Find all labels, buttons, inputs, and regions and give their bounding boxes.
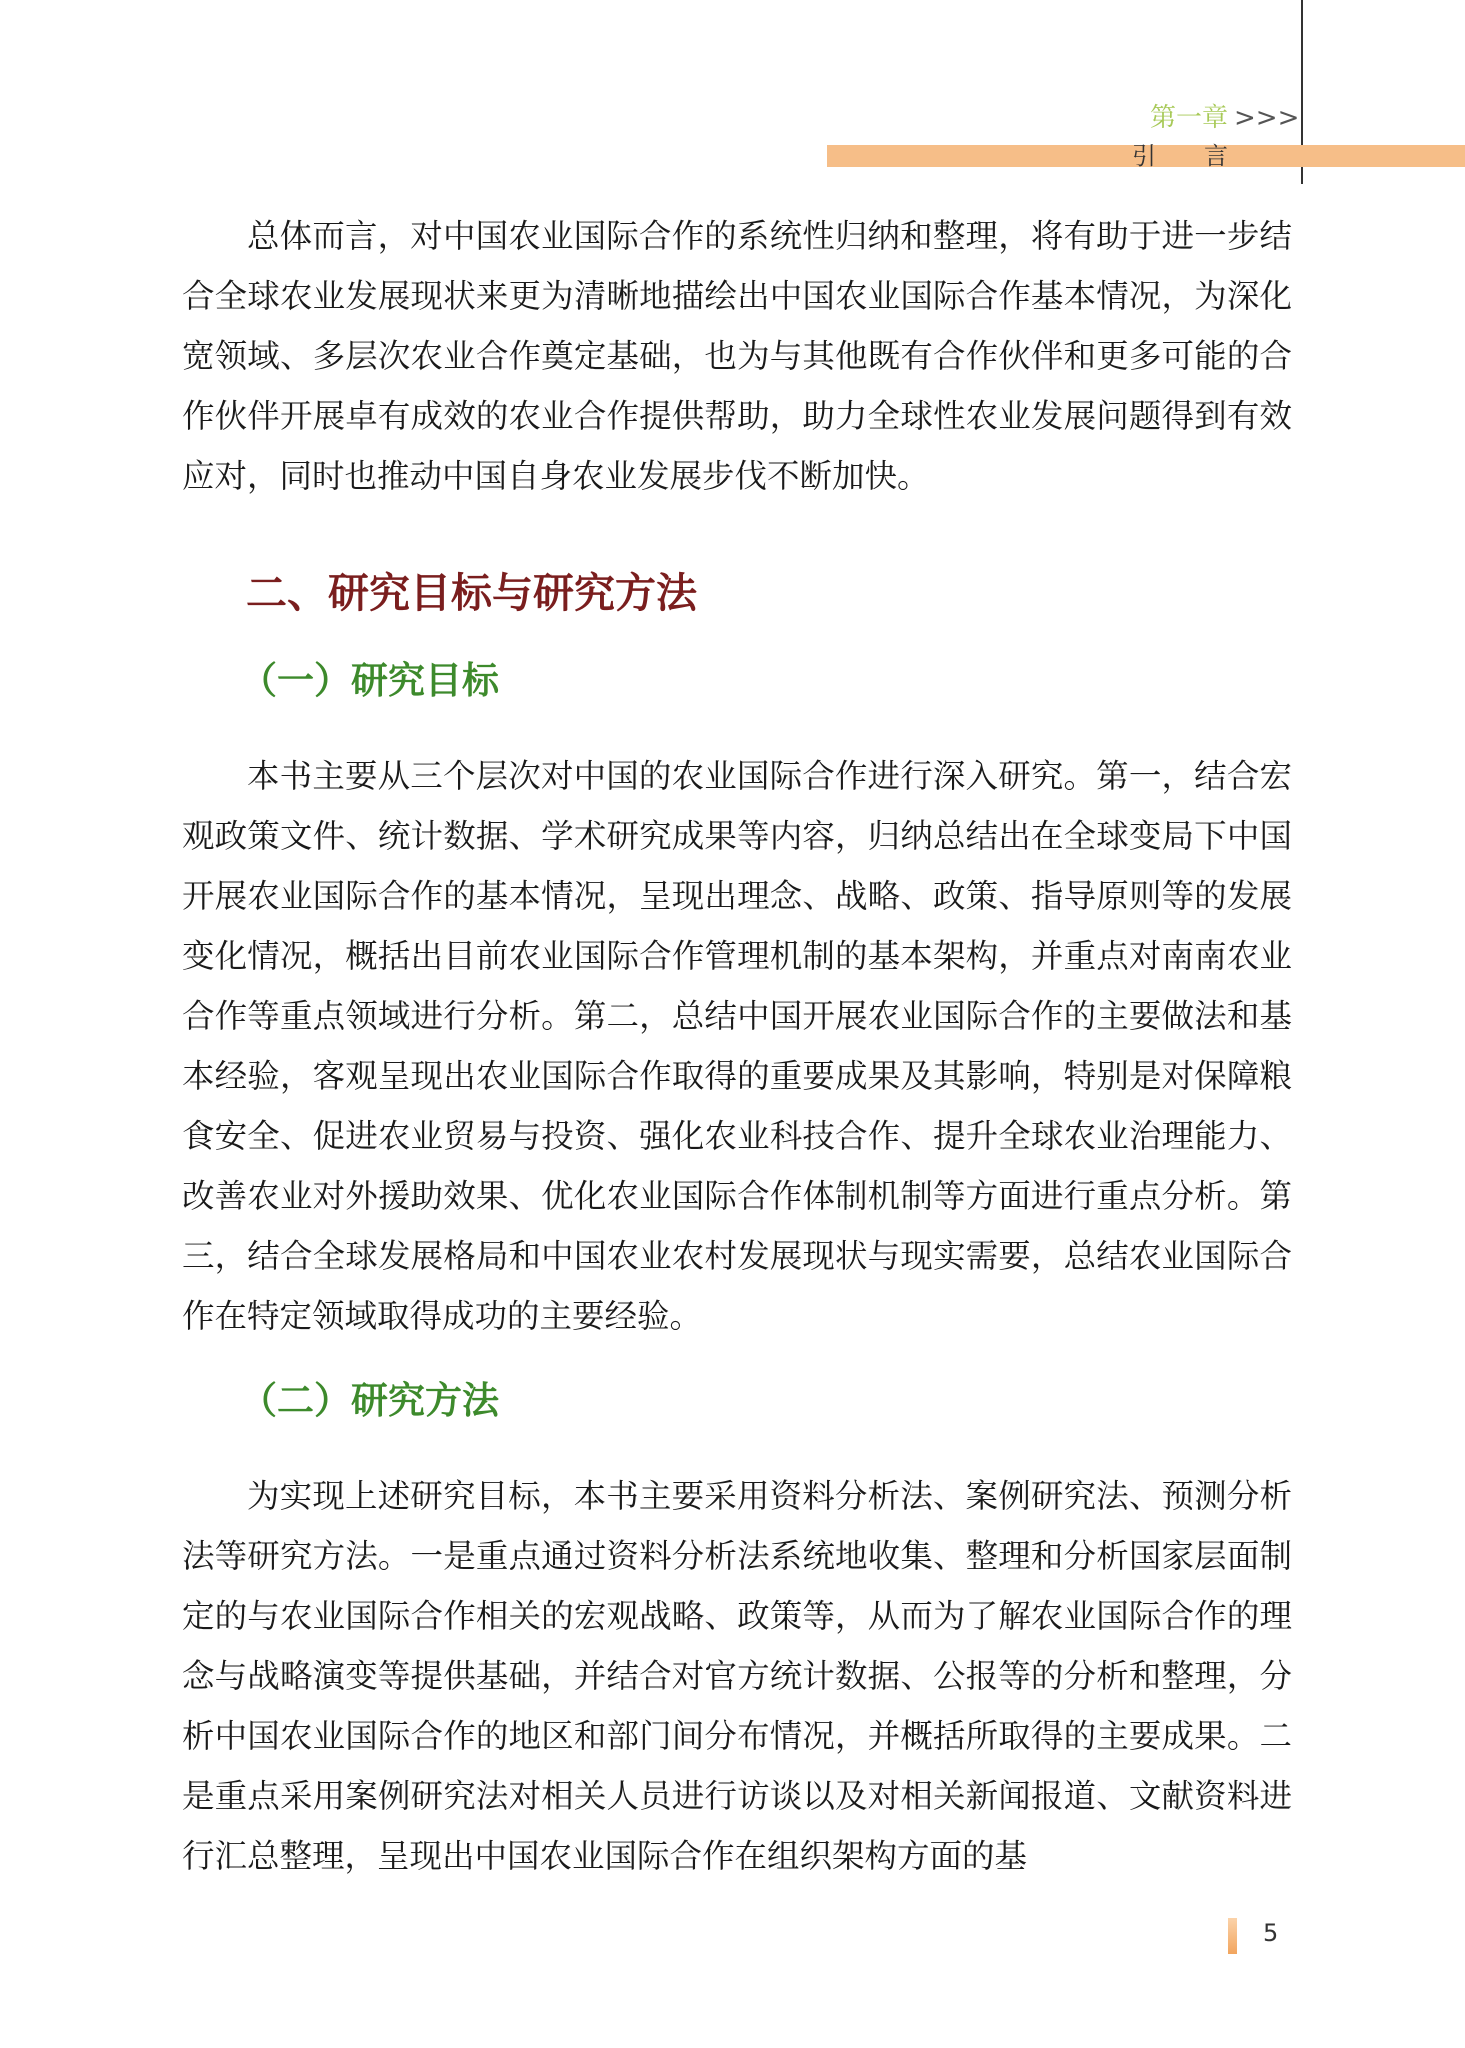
- running-header-chapter: [1150, 100, 1299, 136]
- subheading-methods: （二）研究方法: [240, 1379, 499, 1422]
- section-heading: 二、研究目标与研究方法: [246, 569, 697, 617]
- objectives-paragraph: 本书主要从三个层次对中国的农业国际合作进行深入研究。第一，结合宏观政策文件、统计数据、学术研究成果等内容，归纳总结出在全球变局下中国开展农业国际合作的基本情况，呈现出理念、战略、政策、指导原则等的发展变化情况，概括出目前农业国际合作管理机制的基本架构，并重点对南南农业合作等重点领域进行分析。第二，总结中国开展农业国际合作的主要做法和基本经验，客观呈现出农业国际合作取得的重要成果及其影响，特别是对保障粮食安全、促进农业贸易与投资、强化农业科技合作、提升全球农业治理能力、改善农业对外援助效果、优化农业国际合作体制机制等方面进行重点分析。第三，结合全球发展格局和中国农业农村发展现状与现实需要，总结农业国际合作在特定领域取得成功的主要经验。: [182, 757, 1292, 1335]
- footer-orange-bar: [1228, 1918, 1237, 1954]
- subheading-objectives: （一）研究目标: [240, 659, 499, 702]
- running-header-section: 引言: [1132, 142, 1276, 170]
- chapter-label: 第一章: [1150, 103, 1229, 133]
- methods-paragraph: 为实现上述研究目标，本书主要采用资料分析法、案例研究法、预测分析法等研究方法。一是重点通过资料分析法系统地收集、整理和分析国家层面制定的与农业国际合作相关的宏观战略、政策等，从而为了解农业国际合作的理念与战略演变等提供基础，并结合对官方统计数据、公报等的分析和整理，分析中国农业国际合作的地区和部门间分布情况，并概括所取得的主要成果。二是重点采用案例研究法对相关人员进行访谈以及对相关新闻报道、文献资料进行汇总整理，呈现出中国农业国际合作在组织架构方面的基: [182, 1477, 1292, 1875]
- page-number: 5: [1263, 1919, 1279, 1947]
- intro-paragraph: 总体而言，对中国农业国际合作的系统性归纳和整理，将有助于进一步结合全球农业发展现状来更为清晰地描绘出中国农业国际合作基本情况，为深化宽领域、多层次农业合作奠定基础，也为与其他既有合作伙伴和更多可能的合作伙伴开展卓有成效的农业合作提供帮助，助力全球性农业发展问题得到有效应对，同时也推动中国自身农业发展步伐不断加快。: [182, 217, 1292, 495]
- chapter-arrows: >>>: [1234, 103, 1300, 133]
